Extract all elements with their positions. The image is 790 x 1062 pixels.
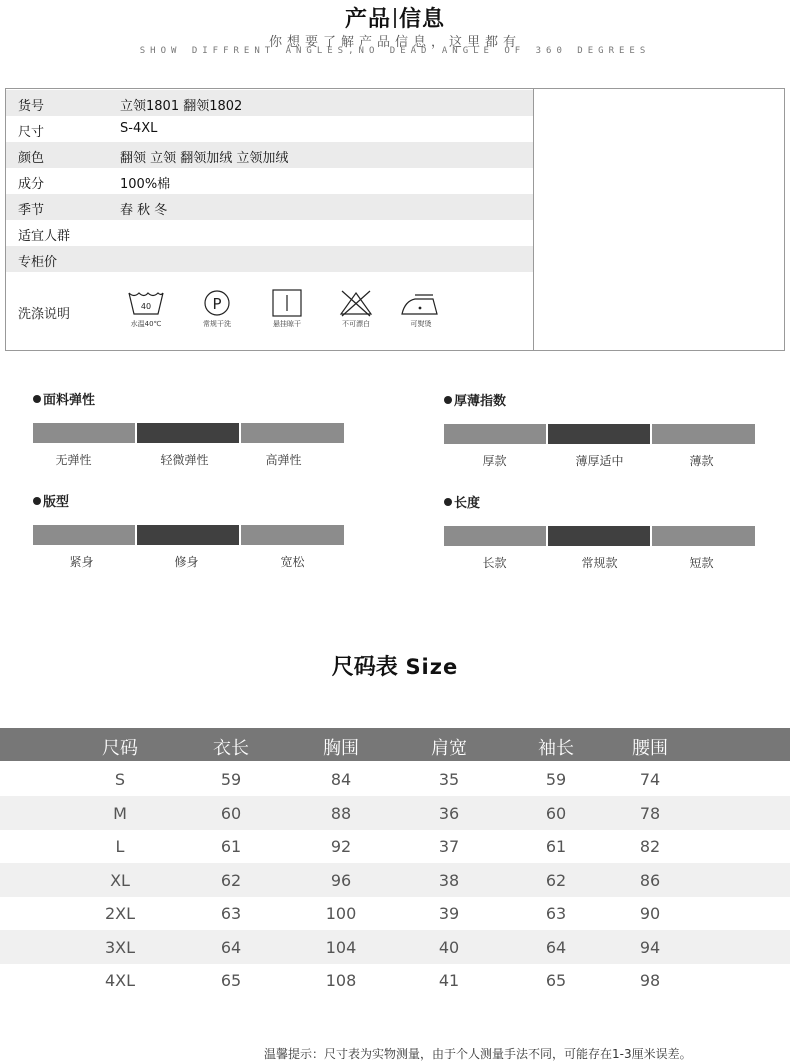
size-note: 温馨提示：尺寸表为实物测量，由于个人测量手法不同，可能存在1-3厘米误差。 (264, 1047, 692, 1061)
hang-dry-item (262, 289, 312, 329)
size-cell-value: 84 (330, 770, 352, 789)
size-cell-value: 108 (325, 971, 357, 990)
attr-seg (652, 424, 755, 444)
size-cell-value: 98 (639, 971, 661, 990)
iron-icon (399, 289, 443, 317)
wash-instructions (6, 272, 533, 350)
attr-title-text: 面料弹性 (43, 393, 96, 408)
bullet-dot (444, 396, 452, 404)
attr-seg (652, 526, 755, 546)
attr-option: 宽松 (280, 555, 305, 569)
title-left: 产品 (344, 7, 391, 32)
attr-option: 常规款 (581, 556, 618, 570)
info-label: 季节 (18, 203, 45, 218)
info-label: 适宜人群 (18, 229, 71, 244)
size-cell-value: 36 (438, 803, 460, 823)
attr-seg (33, 525, 135, 545)
attr-option: 薄款 (689, 454, 714, 468)
attr-option: 紧身 (69, 555, 94, 569)
attr-option: 修身 (174, 555, 199, 569)
info-row-material (6, 168, 533, 194)
size-cell-value: 39 (438, 904, 460, 923)
size-cell-value: 90 (639, 904, 661, 923)
info-row-audience (6, 220, 533, 246)
attr-seg-selected (548, 526, 650, 546)
size-cell-value: 96 (330, 870, 352, 890)
size-cell-label: M (113, 803, 127, 823)
size-title-cn: 尺码表 (331, 655, 398, 680)
iron-item (396, 289, 446, 329)
attr-title-elasticity (33, 389, 95, 408)
size-cell-value: 86 (639, 870, 661, 890)
table-row (0, 930, 790, 964)
attr-seg (444, 424, 546, 444)
wash-temp-number: 40 (140, 302, 152, 311)
attr-title-text: 版型 (43, 495, 70, 510)
size-cell-value: 78 (639, 803, 661, 823)
size-cell-value: 61 (220, 837, 242, 856)
attr-option: 长款 (482, 556, 507, 570)
size-cell-value: 60 (220, 803, 242, 823)
table-row (0, 863, 790, 897)
product-info-table (5, 88, 785, 351)
size-cell-value: 59 (545, 770, 567, 789)
size-cell-value: 63 (220, 904, 242, 923)
wash-label: 洗涤说明 (18, 307, 71, 322)
wash-icon-label: 常规干洗 (203, 320, 231, 328)
attr-option: 轻微弹性 (160, 453, 209, 467)
attr-option: 厚款 (482, 454, 507, 468)
wash-icon-label: 悬挂晾干 (273, 320, 301, 328)
title-divider (394, 8, 396, 28)
info-value: 100%棉 (120, 177, 171, 192)
hang-dry-icon (267, 289, 307, 317)
size-cell-value: 65 (220, 971, 242, 990)
table-row (0, 896, 790, 930)
info-value: 春 秋 冬 (120, 203, 168, 218)
size-cell-value: 104 (325, 937, 357, 957)
wash-icon-label: 可熨烫 (410, 320, 432, 328)
size-header-cell: 袖长 (538, 738, 574, 759)
wash-40-item (121, 289, 171, 329)
size-cell-value: 94 (639, 937, 661, 957)
attr-option: 高弹性 (265, 453, 302, 467)
info-row-item-no (6, 90, 533, 116)
attr-title-fit (33, 491, 69, 510)
size-header-cell: 肩宽 (431, 738, 467, 759)
size-cell-value: 35 (438, 770, 460, 789)
title-right: 信息 (399, 7, 446, 32)
info-label: 尺寸 (18, 125, 45, 140)
size-cell-value: 65 (545, 971, 567, 990)
dry-clean-letter: P (212, 295, 222, 313)
size-cell-value: 82 (639, 837, 661, 856)
size-table-header (0, 728, 790, 761)
size-cell-value: 40 (438, 937, 460, 957)
no-bleach-icon (336, 289, 376, 317)
wash-40-icon (126, 289, 166, 317)
size-cell-label: L (115, 837, 125, 856)
size-cell-value: 64 (545, 937, 567, 957)
attr-seg-selected (137, 525, 239, 545)
size-cell-value: 59 (220, 770, 242, 789)
wash-icon-label: 水温40℃ (130, 320, 162, 328)
info-value: S-4XL (120, 121, 158, 136)
size-header-cell: 尺码 (102, 738, 138, 759)
size-title-en: Size (405, 655, 459, 679)
bullet-dot (33, 497, 41, 505)
attr-title-text: 长度 (454, 496, 481, 511)
attr-option: 无弹性 (55, 453, 92, 467)
size-header-cell: 腰围 (632, 738, 668, 759)
attr-seg (241, 525, 344, 545)
info-list (6, 89, 534, 350)
attr-title-length (444, 492, 480, 511)
size-cell-label: 2XL (104, 904, 136, 923)
info-row-size (6, 116, 533, 142)
section-subtitle: 你想要了解产品信息，这里都有 (268, 35, 521, 50)
size-header-cell: 胸围 (323, 738, 359, 759)
size-cell-value: 41 (438, 971, 460, 990)
wash-icon-label: 不可漂白 (342, 320, 370, 328)
size-cell-value: 74 (639, 770, 661, 789)
table-row (0, 963, 790, 997)
size-cell-value: 92 (330, 837, 352, 856)
dry-clean-p-icon (197, 289, 237, 317)
size-cell-value: 63 (545, 904, 567, 923)
attr-seg-selected (137, 423, 239, 443)
size-cell-label: S (114, 770, 126, 789)
info-label: 货号 (18, 99, 45, 114)
attr-seg (241, 423, 344, 443)
size-cell-value: 37 (438, 837, 460, 856)
dry-clean-item (192, 289, 242, 329)
attr-option: 短款 (689, 556, 714, 570)
info-label: 成分 (18, 177, 45, 192)
attr-seg-selected (548, 424, 650, 444)
table-row (0, 829, 790, 863)
no-bleach-item (331, 289, 381, 329)
attr-title-thickness (444, 390, 506, 409)
bullet-dot (33, 395, 41, 403)
attr-option: 薄厚适中 (575, 454, 624, 468)
info-row-season (6, 194, 533, 220)
size-header-cell: 衣长 (213, 738, 249, 759)
size-cell-value: 60 (545, 803, 567, 823)
section-subtitle-en: SHOW DIFFRENT ANGLES,NO DEAD ANGLE OF 360 DEGREES (139, 46, 651, 56)
attr-seg (33, 423, 135, 443)
size-cell-value: 62 (545, 870, 567, 890)
size-cell-value: 61 (545, 837, 567, 856)
info-label: 专柜价 (18, 255, 58, 270)
size-cell-value: 100 (325, 904, 357, 923)
size-cell-label: XL (110, 870, 130, 890)
info-label: 颜色 (18, 151, 45, 166)
size-cell-value: 64 (220, 937, 242, 957)
attr-title-text: 厚薄指数 (454, 394, 507, 409)
table-row (0, 762, 790, 796)
size-cell-value: 62 (220, 870, 242, 890)
size-cell-label: 3XL (104, 937, 136, 957)
info-row-price (6, 246, 533, 272)
size-cell-value: 88 (330, 803, 352, 823)
bullet-dot (444, 498, 452, 506)
info-row-color (6, 142, 533, 168)
info-value: 翻领 立领 翻领加绒 立领加绒 (120, 151, 289, 166)
info-value: 立领1801 翻领1802 (120, 99, 243, 114)
section-title-product-info (0, 2, 790, 33)
table-row (0, 796, 790, 830)
attr-seg (444, 526, 546, 546)
size-cell-value: 38 (438, 870, 460, 890)
size-cell-label: 4XL (104, 971, 136, 990)
size-table-title (0, 650, 790, 681)
